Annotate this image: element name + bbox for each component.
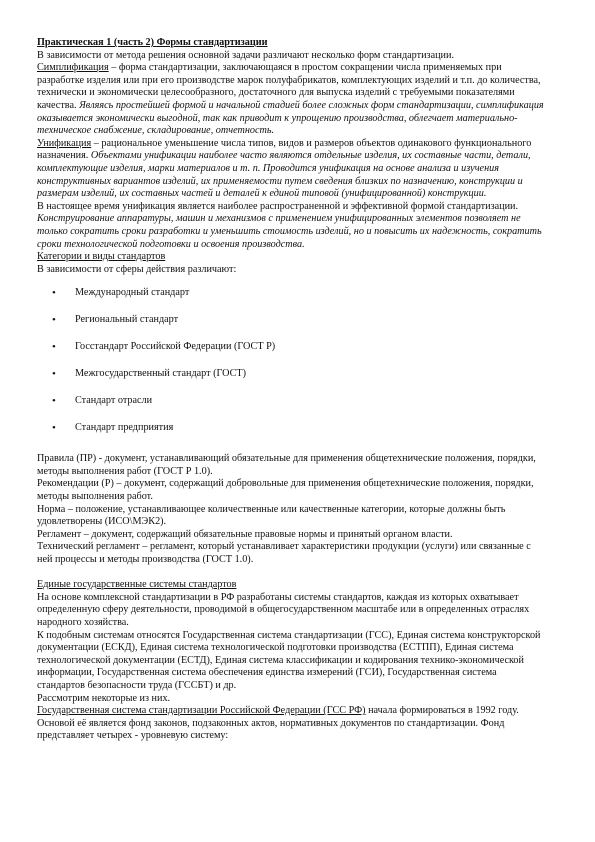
list-item: • Госстандарт Российской Федерации (ГОСТ Р) xyxy=(37,339,545,366)
definition-rules: Правила (ПР) - документ, устанавливающий обязательные для применения общетехнические положения, порядки, методы выполнения работ (ГОСТ Р 1.0). xyxy=(37,453,536,477)
simplification-italic: Являясь простейшей формой и начальной стадией более сложных форм стандартизации, симплификация оказывается экономически выгодной, так как приводит к упрощению производства, облегчает материально-техническое снабжение, складирование, отчетность. xyxy=(37,99,544,137)
systems-paragraph-2: К подобным системам относятся Государственная система стандартизации (ГСС), Единая система конструкторской документации (ЕСКД), Единая система технологической подготовки производства (ЕСТПП), Единая система технологической документации (ЕСТД), Единая система классификации и кодирования технико-экономической информации, Государственная система обеспечения единства измерений (ГСИ), Государственная система стандартов безопасности труда (ГССБТ) и др. xyxy=(37,629,541,691)
list-item: • Стандарт отрасли xyxy=(37,393,545,420)
systems-paragraph-1: На основе комплексной стандартизации в РФ разработаны системы стандартов, каждая из которых охватывает определенную сферу деятельности, проводимой в общегосударственном масштабе или в определенных отраслях народного хозяйства. xyxy=(37,591,530,628)
gss-paragraph xyxy=(37,705,545,743)
systems-heading: Единые государственные системы стандартов xyxy=(37,579,237,591)
simplification-term: Симплификация xyxy=(37,62,109,74)
current-state-italic: Конструирование аппаратуры, машин и механизмов с применением унифицированных элементов позволяет не только сократить сроки разработки и уменьшить стоимость изделий, но и повысить их надежность, сократить сроки технологической подготовки и освоения производства. xyxy=(37,213,542,250)
gss-term: Государственная система стандартизации Российской Федерации (ГСС РФ) xyxy=(37,705,366,717)
definition-recommendations: Рекомендации (Р) – документ, содержащий добровольные для применения общетехнические положения, порядки, методы выполнения работ. xyxy=(37,478,534,503)
gss-text: начала формироваться в 1992 году. Основой её является фонд законов, подзаконных актов, нормативных документов по стандартизации. Фонд представляет четырех - уровневую систему: xyxy=(37,705,519,742)
unification-text: – рациональное уменьшение числа типов, видов и размеров объектов одинакового функционального назначения. xyxy=(37,137,532,162)
systems-paragraph-3: Рассмотрим некоторые из них. xyxy=(37,692,171,704)
list-item: • Стандарт предприятия xyxy=(37,420,545,447)
current-state-paragraph xyxy=(37,201,545,251)
paragraph-gap xyxy=(37,567,545,580)
intro-paragraph: В зависимости от метода решения основной задачи различают несколько форм стандартизации. xyxy=(37,49,454,61)
categories-heading: Категории и виды стандартов xyxy=(37,251,166,263)
definition-regulation: Регламент – документ, содержащий обязательные правовые нормы и принятый органом власти. xyxy=(37,528,453,540)
list-item: • Международный стандарт xyxy=(37,285,545,312)
simplification-paragraph xyxy=(37,62,545,138)
unification-italic: Объектами унификации наиболее часто являются отдельные изделия, их составные части, детали, комплектующие изделия, марки материалов и т. п. Проводится унификация на основе анализа и изучения конструктивных вариантов изделий, их применяемости путем сведения близких по назначению, конструкции и размерам изделий, их составных частей и деталей к единой типовой (унифицированной) конструкции. xyxy=(37,150,531,200)
list-item: • Межгосударственный стандарт (ГОСТ) xyxy=(37,366,545,393)
definition-technical-regulation: Технический регламент – регламент, который устанавливает характеристики продукции (услуги) или связанные с ней процессы и методы производства (ГОСТ 1.0). xyxy=(37,541,531,566)
simplification-text: – форма стандартизации, заключающаяся в простом сокращении числа применяемых при разработке изделия или при его производстве марок полуфабрикатов, комплектующих изделий и т.п. до количества, технически и экономически целесообразного, достаточного для выпуска изделий с требуемыми показателями качества. xyxy=(37,62,541,111)
current-state-text: В настоящее время унификация является наиболее распространенной и эффективной формой стандартизации. xyxy=(37,200,519,212)
unification-term: Унификация xyxy=(37,137,92,149)
unification-paragraph xyxy=(37,138,545,201)
definition-norm: Норма – положение, устанавливающее количественные или качественные категории, которые должны быть удовлетворены (ИСО\МЭК2). xyxy=(37,503,506,528)
standards-list xyxy=(37,285,545,447)
page-title: Практическая 1 (часть 2) Формы стандартизации xyxy=(37,37,268,48)
list-item: • Региональный стандарт xyxy=(37,312,545,339)
scope-intro: В зависимости от сферы действия различают: xyxy=(37,263,237,275)
